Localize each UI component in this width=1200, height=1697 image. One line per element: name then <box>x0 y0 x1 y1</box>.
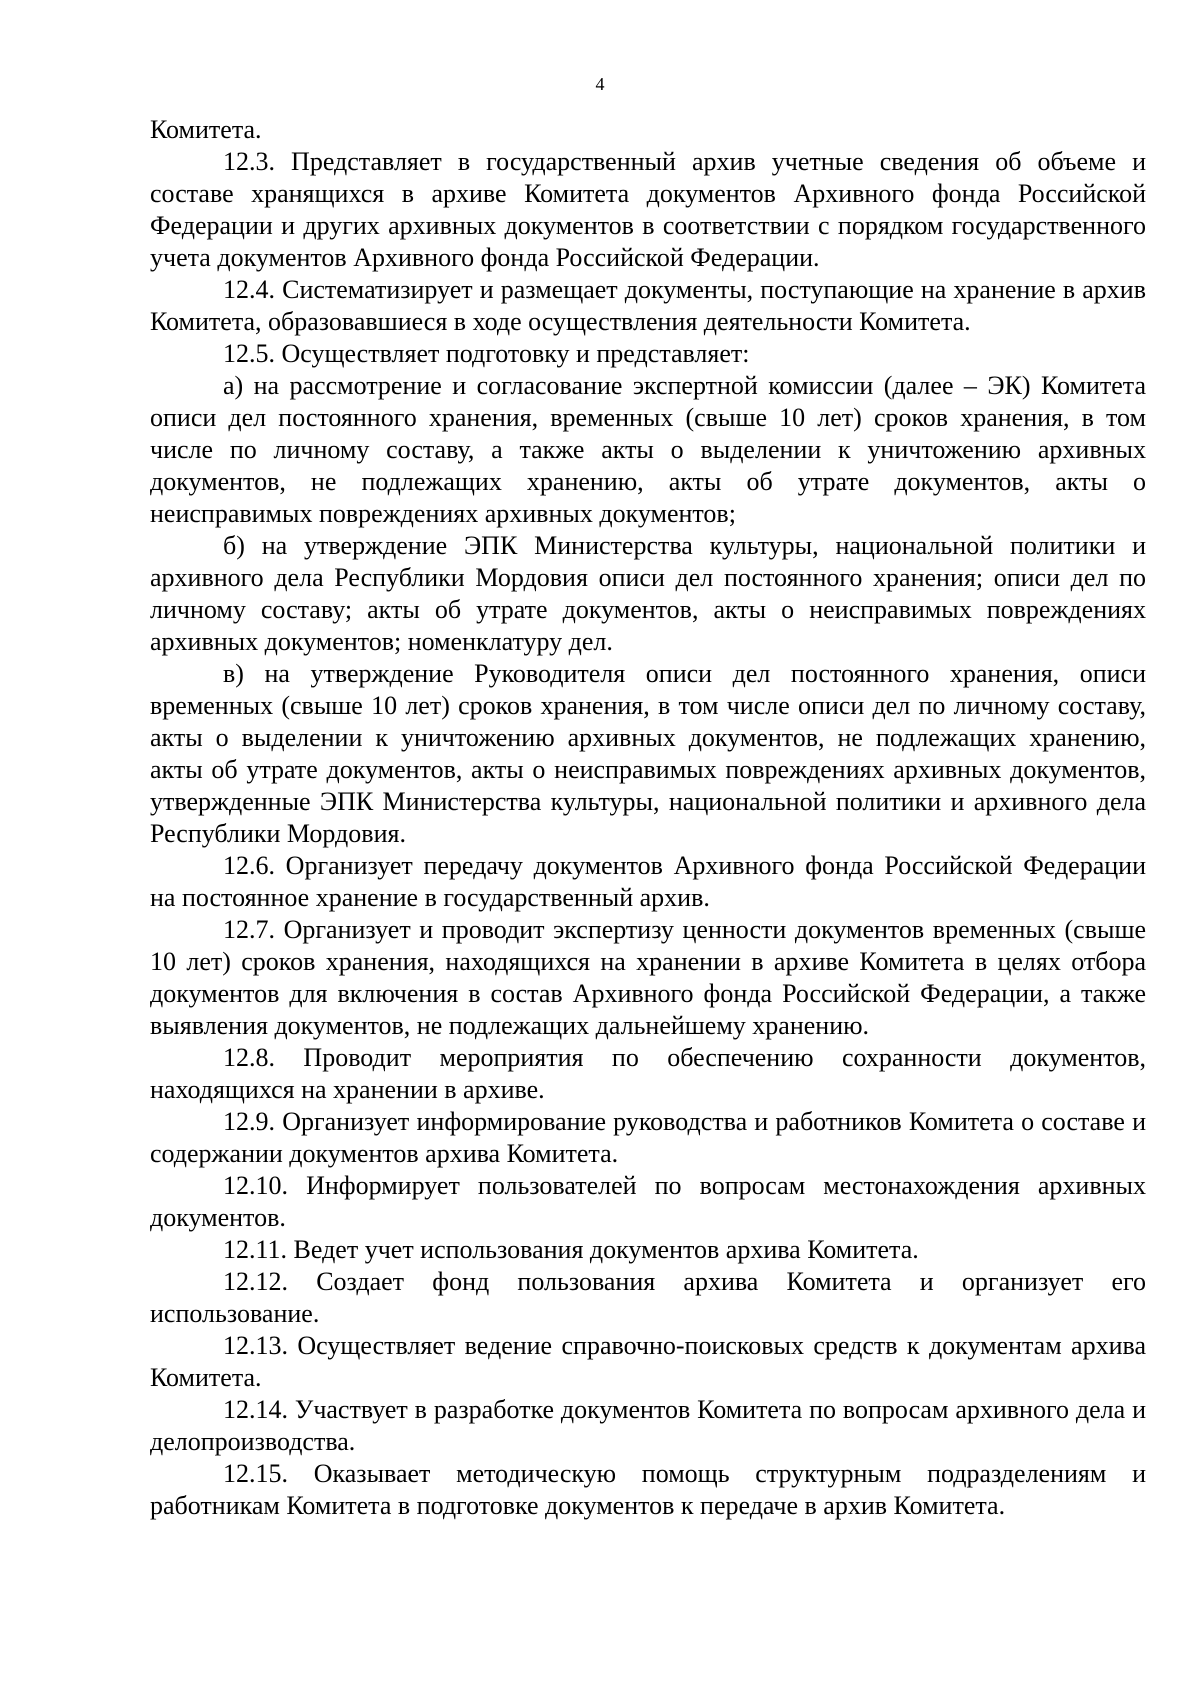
paragraph-12-3: 12.3. Представляет в государственный архив учетные сведения об объеме и составе хранящихся в архиве Комитета документов Архивного фонда Российской Федерации и других архивных документов в соответствии с порядком государственного учета документов Архивного фонда Российской Федерации. <box>150 147 1146 272</box>
paragraph-12-11: 12.11. Ведет учет использования документов архива Комитета. <box>223 1235 919 1264</box>
paragraph-continuation: Комитета. <box>150 115 262 144</box>
paragraph-12-5-b: б) на утверждение ЭПК Министерства культуры, национальной политики и архивного дела Республики Мордовия описи дел постоянного хранения; описи дел по личному составу; акты об утрате документов, акты о неисправимых повреждениях архивных документов; номенклатуру дел. <box>150 531 1146 656</box>
paragraph-12-12: 12.12. Создает фонд пользования архива Комитета и организует его использование. <box>150 1267 1146 1328</box>
paragraph-12-5-a: а) на рассмотрение и согласование экспертной комиссии (далее – ЭК) Комитета описи дел постоянного хранения, временных (свыше 10 лет) сроков хранения, в том числе по личному составу, а также акты о выделении к уничтожению архивных документов, не подлежащих хранению, акты об утрате документов, акты о неисправимых повреждениях архивных документов; <box>150 371 1146 528</box>
paragraph-12-4: 12.4. Систематизирует и размещает документы, поступающие на хранение в архив Комитета, образовавшиеся в ходе осуществления деятельности Комитета. <box>150 275 1146 336</box>
paragraph-12-15: 12.15. Оказывает методическую помощь структурным подразделениям и работникам Комитета в подготовке документов к передаче в архив Комитета. <box>150 1459 1146 1520</box>
paragraph-12-9: 12.9. Организует информирование руководства и работников Комитета о составе и содержании документов архива Комитета. <box>150 1107 1146 1168</box>
paragraph-12-5: 12.5. Осуществляет подготовку и представляет: <box>223 339 750 368</box>
paragraph-12-14: 12.14. Участвует в разработке документов Комитета по вопросам архивного дела и делопроизводства. <box>150 1395 1146 1456</box>
paragraph-12-8: 12.8. Проводит мероприятия по обеспечению сохранности документов, находящихся на хранении в архиве. <box>150 1043 1146 1104</box>
paragraph-12-10: 12.10. Информирует пользователей по вопросам местонахождения архивных документов. <box>150 1171 1146 1232</box>
paragraph-12-5-v: в) на утверждение Руководителя описи дел постоянного хранения, описи временных (свыше 10 лет) сроков хранения, в том числе описи дел по личному составу, акты о выделении к уничтожению архивных документов, не подлежащих хранению, акты об утрате документов, акты о неисправимых повреждениях архивных документов, утвержденные ЭПК Министерства культуры, национальной политики и архивного дела Республики Мордовия. <box>150 659 1146 848</box>
paragraph-12-6: 12.6. Организует передачу документов Архивного фонда Российской Федерации на постоянное хранение в государственный архив. <box>150 851 1146 912</box>
document-body <box>150 114 1146 1522</box>
paragraph-12-7: 12.7. Организует и проводит экспертизу ценности документов временных (свыше 10 лет) сроков хранения, находящихся на хранении в архиве Комитета в целях отбора документов для включения в состав Архивного фонда Российской Федерации, а также выявления документов, не подлежащих дальнейшему хранению. <box>150 915 1146 1040</box>
page-number: 4 <box>595 74 605 94</box>
paragraph-12-13: 12.13. Осуществляет ведение справочно-поисковых средств к документам архива Комитета. <box>150 1331 1146 1392</box>
